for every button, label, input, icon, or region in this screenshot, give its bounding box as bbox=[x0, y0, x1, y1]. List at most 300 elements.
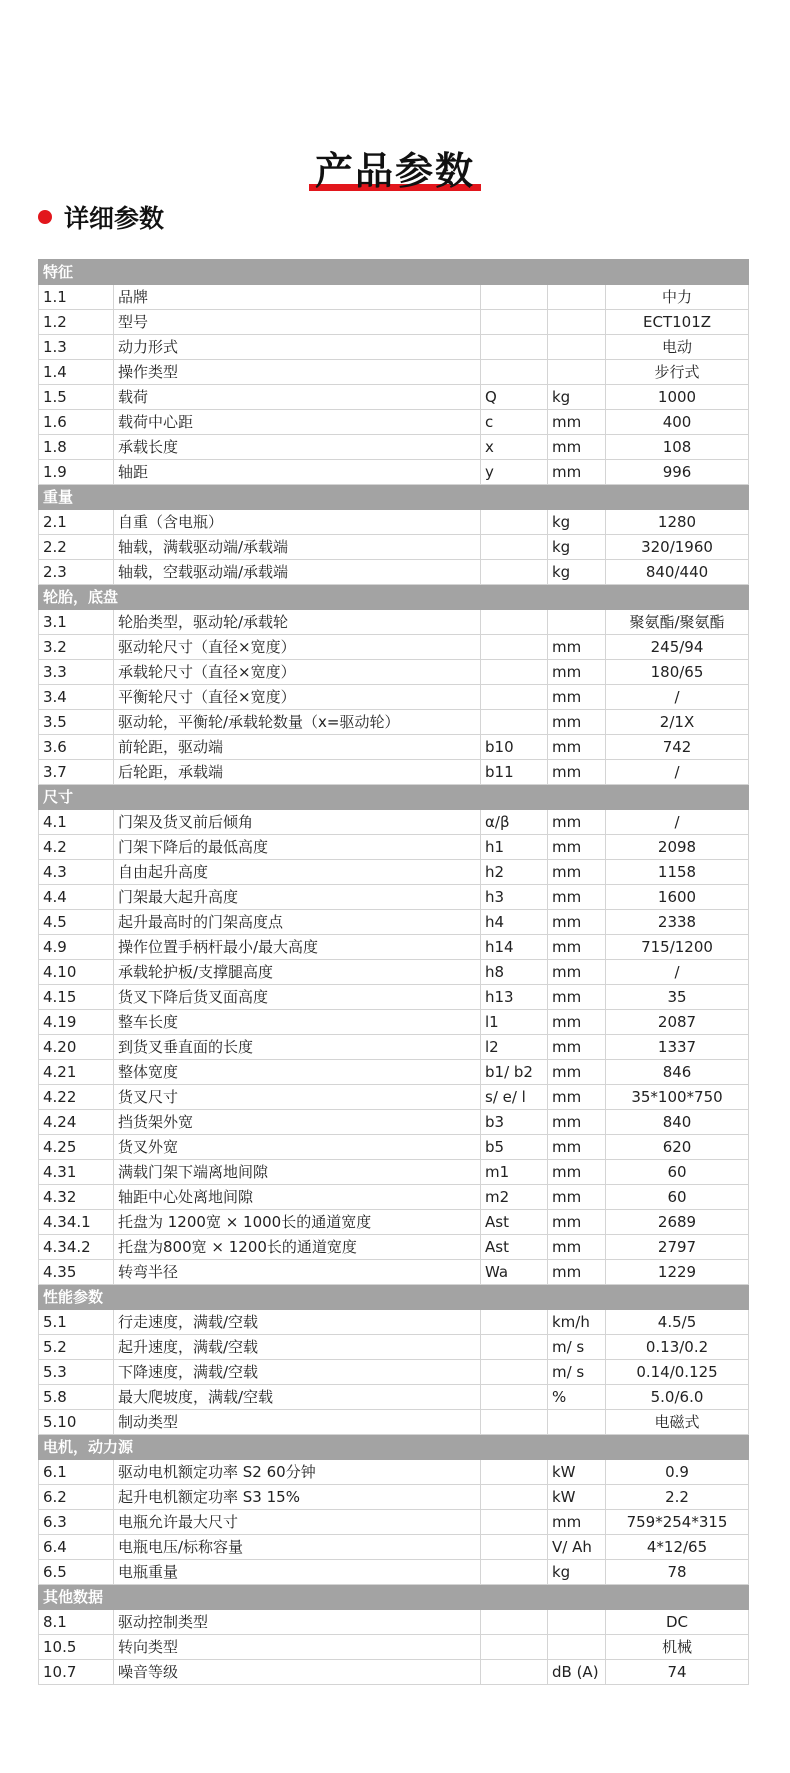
param-name: 货叉外宽 bbox=[114, 1135, 481, 1160]
param-code: 4.3 bbox=[39, 860, 114, 885]
group-header: 性能参数 bbox=[39, 1285, 749, 1310]
table-row bbox=[39, 310, 749, 335]
param-symbol: α/β bbox=[481, 810, 548, 835]
param-unit: mm bbox=[548, 1035, 606, 1060]
section-header bbox=[38, 199, 164, 235]
param-code: 1.8 bbox=[39, 435, 114, 460]
param-value: 5.0/6.0 bbox=[606, 1385, 749, 1410]
table-row bbox=[39, 1660, 749, 1685]
param-value: 759*254*315 bbox=[606, 1510, 749, 1535]
table-row bbox=[39, 660, 749, 685]
param-code: 4.21 bbox=[39, 1060, 114, 1085]
table-row bbox=[39, 1210, 749, 1235]
param-name: 轴载，空载驱动端/承载端 bbox=[114, 560, 481, 585]
param-value: 1158 bbox=[606, 860, 749, 885]
param-code: 4.25 bbox=[39, 1135, 114, 1160]
param-unit: dB (A) bbox=[548, 1660, 606, 1685]
param-symbol bbox=[481, 1610, 548, 1635]
param-name: 载荷 bbox=[114, 385, 481, 410]
param-name: 电瓶允许最大尺寸 bbox=[114, 1510, 481, 1535]
table-row bbox=[39, 1610, 749, 1635]
group-header: 其他数据 bbox=[39, 1585, 749, 1610]
table-row bbox=[39, 760, 749, 785]
param-code: 4.24 bbox=[39, 1110, 114, 1135]
param-unit: kg bbox=[548, 385, 606, 410]
param-code: 10.5 bbox=[39, 1635, 114, 1660]
param-code: 1.9 bbox=[39, 460, 114, 485]
param-symbol: b1/ b2 bbox=[481, 1060, 548, 1085]
table-row bbox=[39, 985, 749, 1010]
param-code: 4.20 bbox=[39, 1035, 114, 1060]
param-symbol bbox=[481, 1660, 548, 1685]
param-unit: mm bbox=[548, 1235, 606, 1260]
param-value: 35*100*750 bbox=[606, 1085, 749, 1110]
param-unit bbox=[548, 610, 606, 635]
table-row bbox=[39, 885, 749, 910]
param-unit: mm bbox=[548, 410, 606, 435]
param-symbol bbox=[481, 285, 548, 310]
param-value: 1280 bbox=[606, 510, 749, 535]
param-name: 整体宽度 bbox=[114, 1060, 481, 1085]
param-symbol bbox=[481, 610, 548, 635]
param-unit: kg bbox=[548, 535, 606, 560]
param-unit: kg bbox=[548, 560, 606, 585]
param-code: 1.6 bbox=[39, 410, 114, 435]
param-code: 3.6 bbox=[39, 735, 114, 760]
param-name: 噪音等级 bbox=[114, 1660, 481, 1685]
table-row bbox=[39, 1085, 749, 1110]
param-unit: mm bbox=[548, 735, 606, 760]
param-name: 托盘为 1200宽 × 1000长的通道宽度 bbox=[114, 1210, 481, 1235]
param-symbol: l2 bbox=[481, 1035, 548, 1060]
param-symbol: b5 bbox=[481, 1135, 548, 1160]
param-value: 2098 bbox=[606, 835, 749, 860]
param-value: 中力 bbox=[606, 285, 749, 310]
param-name: 轴载，满载驱动端/承载端 bbox=[114, 535, 481, 560]
param-name: 电瓶重量 bbox=[114, 1560, 481, 1585]
param-name: 货叉尺寸 bbox=[114, 1085, 481, 1110]
table-row bbox=[39, 410, 749, 435]
param-name: 下降速度，满载/空载 bbox=[114, 1360, 481, 1385]
param-value: 60 bbox=[606, 1160, 749, 1185]
table-row bbox=[39, 1560, 749, 1585]
param-code: 10.7 bbox=[39, 1660, 114, 1685]
param-name: 驱动电机额定功率 S2 60分钟 bbox=[114, 1460, 481, 1485]
param-code: 3.5 bbox=[39, 710, 114, 735]
table-row bbox=[39, 560, 749, 585]
param-code: 4.15 bbox=[39, 985, 114, 1010]
param-symbol bbox=[481, 1560, 548, 1585]
param-name: 轮胎类型，驱动轮/承载轮 bbox=[114, 610, 481, 635]
param-symbol bbox=[481, 1360, 548, 1385]
param-unit: mm bbox=[548, 835, 606, 860]
param-symbol bbox=[481, 1385, 548, 1410]
param-code: 5.10 bbox=[39, 1410, 114, 1435]
table-row bbox=[39, 335, 749, 360]
param-name: 挡货架外宽 bbox=[114, 1110, 481, 1135]
param-code: 5.8 bbox=[39, 1385, 114, 1410]
table-row bbox=[39, 360, 749, 385]
param-symbol bbox=[481, 1310, 548, 1335]
param-symbol: h13 bbox=[481, 985, 548, 1010]
param-value: 320/1960 bbox=[606, 535, 749, 560]
param-unit: m/ s bbox=[548, 1360, 606, 1385]
param-unit: mm bbox=[548, 960, 606, 985]
param-name: 门架最大起升高度 bbox=[114, 885, 481, 910]
param-value: 2338 bbox=[606, 910, 749, 935]
param-code: 3.2 bbox=[39, 635, 114, 660]
param-symbol bbox=[481, 1335, 548, 1360]
group-header: 重量 bbox=[39, 485, 749, 510]
param-unit bbox=[548, 1635, 606, 1660]
param-value: 0.9 bbox=[606, 1460, 749, 1485]
param-code: 4.35 bbox=[39, 1260, 114, 1285]
param-value: / bbox=[606, 810, 749, 835]
param-code: 4.2 bbox=[39, 835, 114, 860]
table-row bbox=[39, 735, 749, 760]
param-value: 1229 bbox=[606, 1260, 749, 1285]
param-code: 4.10 bbox=[39, 960, 114, 985]
table-row bbox=[39, 1160, 749, 1185]
param-symbol: m2 bbox=[481, 1185, 548, 1210]
param-unit bbox=[548, 285, 606, 310]
page-title-wrap bbox=[0, 140, 790, 195]
param-unit: mm bbox=[548, 1510, 606, 1535]
param-value: 2689 bbox=[606, 1210, 749, 1235]
param-symbol bbox=[481, 535, 548, 560]
param-code: 1.3 bbox=[39, 335, 114, 360]
param-unit: m/ s bbox=[548, 1335, 606, 1360]
param-code: 4.1 bbox=[39, 810, 114, 835]
param-code: 8.1 bbox=[39, 1610, 114, 1635]
table-row bbox=[39, 435, 749, 460]
table-row bbox=[39, 510, 749, 535]
param-code: 4.5 bbox=[39, 910, 114, 935]
param-symbol: b11 bbox=[481, 760, 548, 785]
table-row bbox=[39, 285, 749, 310]
param-name: 转向类型 bbox=[114, 1635, 481, 1660]
table-row bbox=[39, 1510, 749, 1535]
param-value: / bbox=[606, 760, 749, 785]
table-row bbox=[39, 685, 749, 710]
table-row bbox=[39, 960, 749, 985]
param-value: 74 bbox=[606, 1660, 749, 1685]
param-symbol: y bbox=[481, 460, 548, 485]
param-code: 2.1 bbox=[39, 510, 114, 535]
param-symbol bbox=[481, 660, 548, 685]
param-unit bbox=[548, 360, 606, 385]
param-name: 行走速度，满载/空载 bbox=[114, 1310, 481, 1335]
param-symbol: h1 bbox=[481, 835, 548, 860]
group-header-row bbox=[39, 1435, 749, 1460]
param-value: 78 bbox=[606, 1560, 749, 1585]
table-row bbox=[39, 1385, 749, 1410]
param-code: 4.34.2 bbox=[39, 1235, 114, 1260]
table-row bbox=[39, 635, 749, 660]
param-code: 4.22 bbox=[39, 1085, 114, 1110]
table-row bbox=[39, 860, 749, 885]
table-row bbox=[39, 1235, 749, 1260]
table-row bbox=[39, 1410, 749, 1435]
param-code: 2.3 bbox=[39, 560, 114, 585]
param-value: 4.5/5 bbox=[606, 1310, 749, 1335]
param-value: 245/94 bbox=[606, 635, 749, 660]
param-unit: mm bbox=[548, 935, 606, 960]
param-unit: mm bbox=[548, 685, 606, 710]
group-header-row bbox=[39, 585, 749, 610]
param-value: ECT101Z bbox=[606, 310, 749, 335]
param-value: 2.2 bbox=[606, 1485, 749, 1510]
table-row bbox=[39, 1135, 749, 1160]
param-name: 托盘为800宽 × 1200长的通道宽度 bbox=[114, 1235, 481, 1260]
param-value: 996 bbox=[606, 460, 749, 485]
param-unit: mm bbox=[548, 1210, 606, 1235]
param-unit: % bbox=[548, 1385, 606, 1410]
param-unit bbox=[548, 335, 606, 360]
param-unit: mm bbox=[548, 860, 606, 885]
param-name: 起升电机额定功率 S3 15% bbox=[114, 1485, 481, 1510]
table-row bbox=[39, 910, 749, 935]
param-value: 步行式 bbox=[606, 360, 749, 385]
table-row bbox=[39, 1260, 749, 1285]
param-code: 3.1 bbox=[39, 610, 114, 635]
param-value: 715/1200 bbox=[606, 935, 749, 960]
param-code: 1.4 bbox=[39, 360, 114, 385]
param-code: 5.1 bbox=[39, 1310, 114, 1335]
param-unit: mm bbox=[548, 660, 606, 685]
param-value: / bbox=[606, 685, 749, 710]
param-symbol: m1 bbox=[481, 1160, 548, 1185]
param-name: 后轮距，承载端 bbox=[114, 760, 481, 785]
param-code: 4.34.1 bbox=[39, 1210, 114, 1235]
param-symbol: Ast bbox=[481, 1235, 548, 1260]
param-name: 平衡轮尺寸（直径×宽度） bbox=[114, 685, 481, 710]
param-value: / bbox=[606, 960, 749, 985]
param-name: 起升最高时的门架高度点 bbox=[114, 910, 481, 935]
param-unit: mm bbox=[548, 1160, 606, 1185]
param-symbol bbox=[481, 710, 548, 735]
param-name: 轴距中心处离地间隙 bbox=[114, 1185, 481, 1210]
param-name: 门架及货叉前后倾角 bbox=[114, 810, 481, 835]
param-symbol bbox=[481, 1485, 548, 1510]
param-code: 5.2 bbox=[39, 1335, 114, 1360]
param-value: 电动 bbox=[606, 335, 749, 360]
param-name: 操作类型 bbox=[114, 360, 481, 385]
table-row bbox=[39, 385, 749, 410]
param-symbol bbox=[481, 1635, 548, 1660]
param-code: 3.7 bbox=[39, 760, 114, 785]
param-value: 846 bbox=[606, 1060, 749, 1085]
param-name: 满载门架下端离地间隙 bbox=[114, 1160, 481, 1185]
param-unit: kg bbox=[548, 510, 606, 535]
param-value: 400 bbox=[606, 410, 749, 435]
table-row bbox=[39, 1060, 749, 1085]
param-value: 机械 bbox=[606, 1635, 749, 1660]
param-symbol: h14 bbox=[481, 935, 548, 960]
param-code: 6.3 bbox=[39, 1510, 114, 1535]
param-unit: mm bbox=[548, 985, 606, 1010]
param-name: 品牌 bbox=[114, 285, 481, 310]
param-code: 4.9 bbox=[39, 935, 114, 960]
param-name: 最大爬坡度，满载/空载 bbox=[114, 1385, 481, 1410]
table-row bbox=[39, 460, 749, 485]
param-value: 840 bbox=[606, 1110, 749, 1135]
param-unit: mm bbox=[548, 635, 606, 660]
param-unit bbox=[548, 1610, 606, 1635]
table-row bbox=[39, 1635, 749, 1660]
table-row bbox=[39, 835, 749, 860]
param-code: 4.19 bbox=[39, 1010, 114, 1035]
param-unit: mm bbox=[548, 1185, 606, 1210]
table-row bbox=[39, 1335, 749, 1360]
param-symbol bbox=[481, 560, 548, 585]
param-value: 2/1X bbox=[606, 710, 749, 735]
param-name: 自由起升高度 bbox=[114, 860, 481, 885]
param-unit: V/ Ah bbox=[548, 1535, 606, 1560]
param-name: 轴距 bbox=[114, 460, 481, 485]
param-name: 载荷中心距 bbox=[114, 410, 481, 435]
param-name: 电瓶电压/标称容量 bbox=[114, 1535, 481, 1560]
param-name: 转弯半径 bbox=[114, 1260, 481, 1285]
param-value: 4*12/65 bbox=[606, 1535, 749, 1560]
spec-table bbox=[38, 259, 749, 1685]
param-name: 起升速度，满载/空载 bbox=[114, 1335, 481, 1360]
param-name: 驱动轮尺寸（直径×宽度） bbox=[114, 635, 481, 660]
param-value: 0.13/0.2 bbox=[606, 1335, 749, 1360]
param-unit: mm bbox=[548, 1060, 606, 1085]
group-header-row bbox=[39, 1285, 749, 1310]
param-unit: mm bbox=[548, 810, 606, 835]
param-unit bbox=[548, 310, 606, 335]
group-header: 特征 bbox=[39, 260, 749, 285]
param-name: 自重（含电瓶） bbox=[114, 510, 481, 535]
param-code: 1.1 bbox=[39, 285, 114, 310]
param-code: 6.4 bbox=[39, 1535, 114, 1560]
param-symbol bbox=[481, 335, 548, 360]
group-header: 尺寸 bbox=[39, 785, 749, 810]
param-value: 840/440 bbox=[606, 560, 749, 585]
table-row bbox=[39, 935, 749, 960]
section-title: 详细参数 bbox=[64, 204, 165, 233]
param-unit: mm bbox=[548, 910, 606, 935]
param-unit: mm bbox=[548, 885, 606, 910]
param-unit: kW bbox=[548, 1460, 606, 1485]
table-row bbox=[39, 610, 749, 635]
param-name: 驱动控制类型 bbox=[114, 1610, 481, 1635]
param-value: 742 bbox=[606, 735, 749, 760]
group-header-row bbox=[39, 785, 749, 810]
param-unit: kW bbox=[548, 1485, 606, 1510]
param-symbol: h2 bbox=[481, 860, 548, 885]
param-code: 4.32 bbox=[39, 1185, 114, 1210]
param-name: 货叉下降后货叉面高度 bbox=[114, 985, 481, 1010]
table-row bbox=[39, 1310, 749, 1335]
page-title-text: 产品参数 bbox=[314, 148, 475, 193]
param-name: 承载轮护板/支撑腿高度 bbox=[114, 960, 481, 985]
group-header-row bbox=[39, 1585, 749, 1610]
group-header: 电机，动力源 bbox=[39, 1435, 749, 1460]
param-code: 1.5 bbox=[39, 385, 114, 410]
param-unit: mm bbox=[548, 760, 606, 785]
param-code: 6.2 bbox=[39, 1485, 114, 1510]
param-symbol bbox=[481, 510, 548, 535]
param-symbol: s/ e/ l bbox=[481, 1085, 548, 1110]
page-title bbox=[309, 140, 481, 195]
param-name: 前轮距，驱动端 bbox=[114, 735, 481, 760]
param-unit bbox=[548, 1410, 606, 1435]
param-code: 3.4 bbox=[39, 685, 114, 710]
param-value: 2087 bbox=[606, 1010, 749, 1035]
group-header-row bbox=[39, 485, 749, 510]
param-value: DC bbox=[606, 1610, 749, 1635]
param-code: 3.3 bbox=[39, 660, 114, 685]
table-row bbox=[39, 810, 749, 835]
table-row bbox=[39, 1535, 749, 1560]
param-code: 2.2 bbox=[39, 535, 114, 560]
param-unit: mm bbox=[548, 710, 606, 735]
param-value: 电磁式 bbox=[606, 1410, 749, 1435]
param-name: 制动类型 bbox=[114, 1410, 481, 1435]
param-value: 1000 bbox=[606, 385, 749, 410]
param-value: 620 bbox=[606, 1135, 749, 1160]
param-unit: mm bbox=[548, 1110, 606, 1135]
param-code: 5.3 bbox=[39, 1360, 114, 1385]
param-symbol bbox=[481, 1510, 548, 1535]
param-name: 型号 bbox=[114, 310, 481, 335]
table-row bbox=[39, 710, 749, 735]
param-symbol: Wa bbox=[481, 1260, 548, 1285]
param-symbol: h4 bbox=[481, 910, 548, 935]
param-symbol: l1 bbox=[481, 1010, 548, 1035]
table-row bbox=[39, 1110, 749, 1135]
param-name: 驱动轮，平衡轮/承载轮数量（x=驱动轮） bbox=[114, 710, 481, 735]
param-symbol: h8 bbox=[481, 960, 548, 985]
table-row bbox=[39, 1010, 749, 1035]
table-row bbox=[39, 1485, 749, 1510]
param-value: 1337 bbox=[606, 1035, 749, 1060]
param-name: 承载轮尺寸（直径×宽度） bbox=[114, 660, 481, 685]
red-dot-icon bbox=[38, 210, 52, 224]
param-name: 操作位置手柄杆最小/最大高度 bbox=[114, 935, 481, 960]
param-name: 整车长度 bbox=[114, 1010, 481, 1035]
param-unit: mm bbox=[548, 435, 606, 460]
param-symbol bbox=[481, 1410, 548, 1435]
param-code: 4.31 bbox=[39, 1160, 114, 1185]
param-code: 4.4 bbox=[39, 885, 114, 910]
param-value: 聚氨酯/聚氨酯 bbox=[606, 610, 749, 635]
param-unit: mm bbox=[548, 1135, 606, 1160]
param-value: 35 bbox=[606, 985, 749, 1010]
table-row bbox=[39, 1460, 749, 1485]
table-row bbox=[39, 1360, 749, 1385]
param-value: 1600 bbox=[606, 885, 749, 910]
param-name: 门架下降后的最低高度 bbox=[114, 835, 481, 860]
param-symbol: h3 bbox=[481, 885, 548, 910]
param-unit: mm bbox=[548, 1085, 606, 1110]
param-symbol: b3 bbox=[481, 1110, 548, 1135]
param-symbol: c bbox=[481, 410, 548, 435]
param-symbol bbox=[481, 685, 548, 710]
param-symbol: b10 bbox=[481, 735, 548, 760]
param-unit: mm bbox=[548, 460, 606, 485]
param-unit: mm bbox=[548, 1010, 606, 1035]
group-header: 轮胎，底盘 bbox=[39, 585, 749, 610]
param-symbol: x bbox=[481, 435, 548, 460]
param-name: 动力形式 bbox=[114, 335, 481, 360]
param-value: 180/65 bbox=[606, 660, 749, 685]
table-row bbox=[39, 1035, 749, 1060]
param-name: 到货叉垂直面的长度 bbox=[114, 1035, 481, 1060]
